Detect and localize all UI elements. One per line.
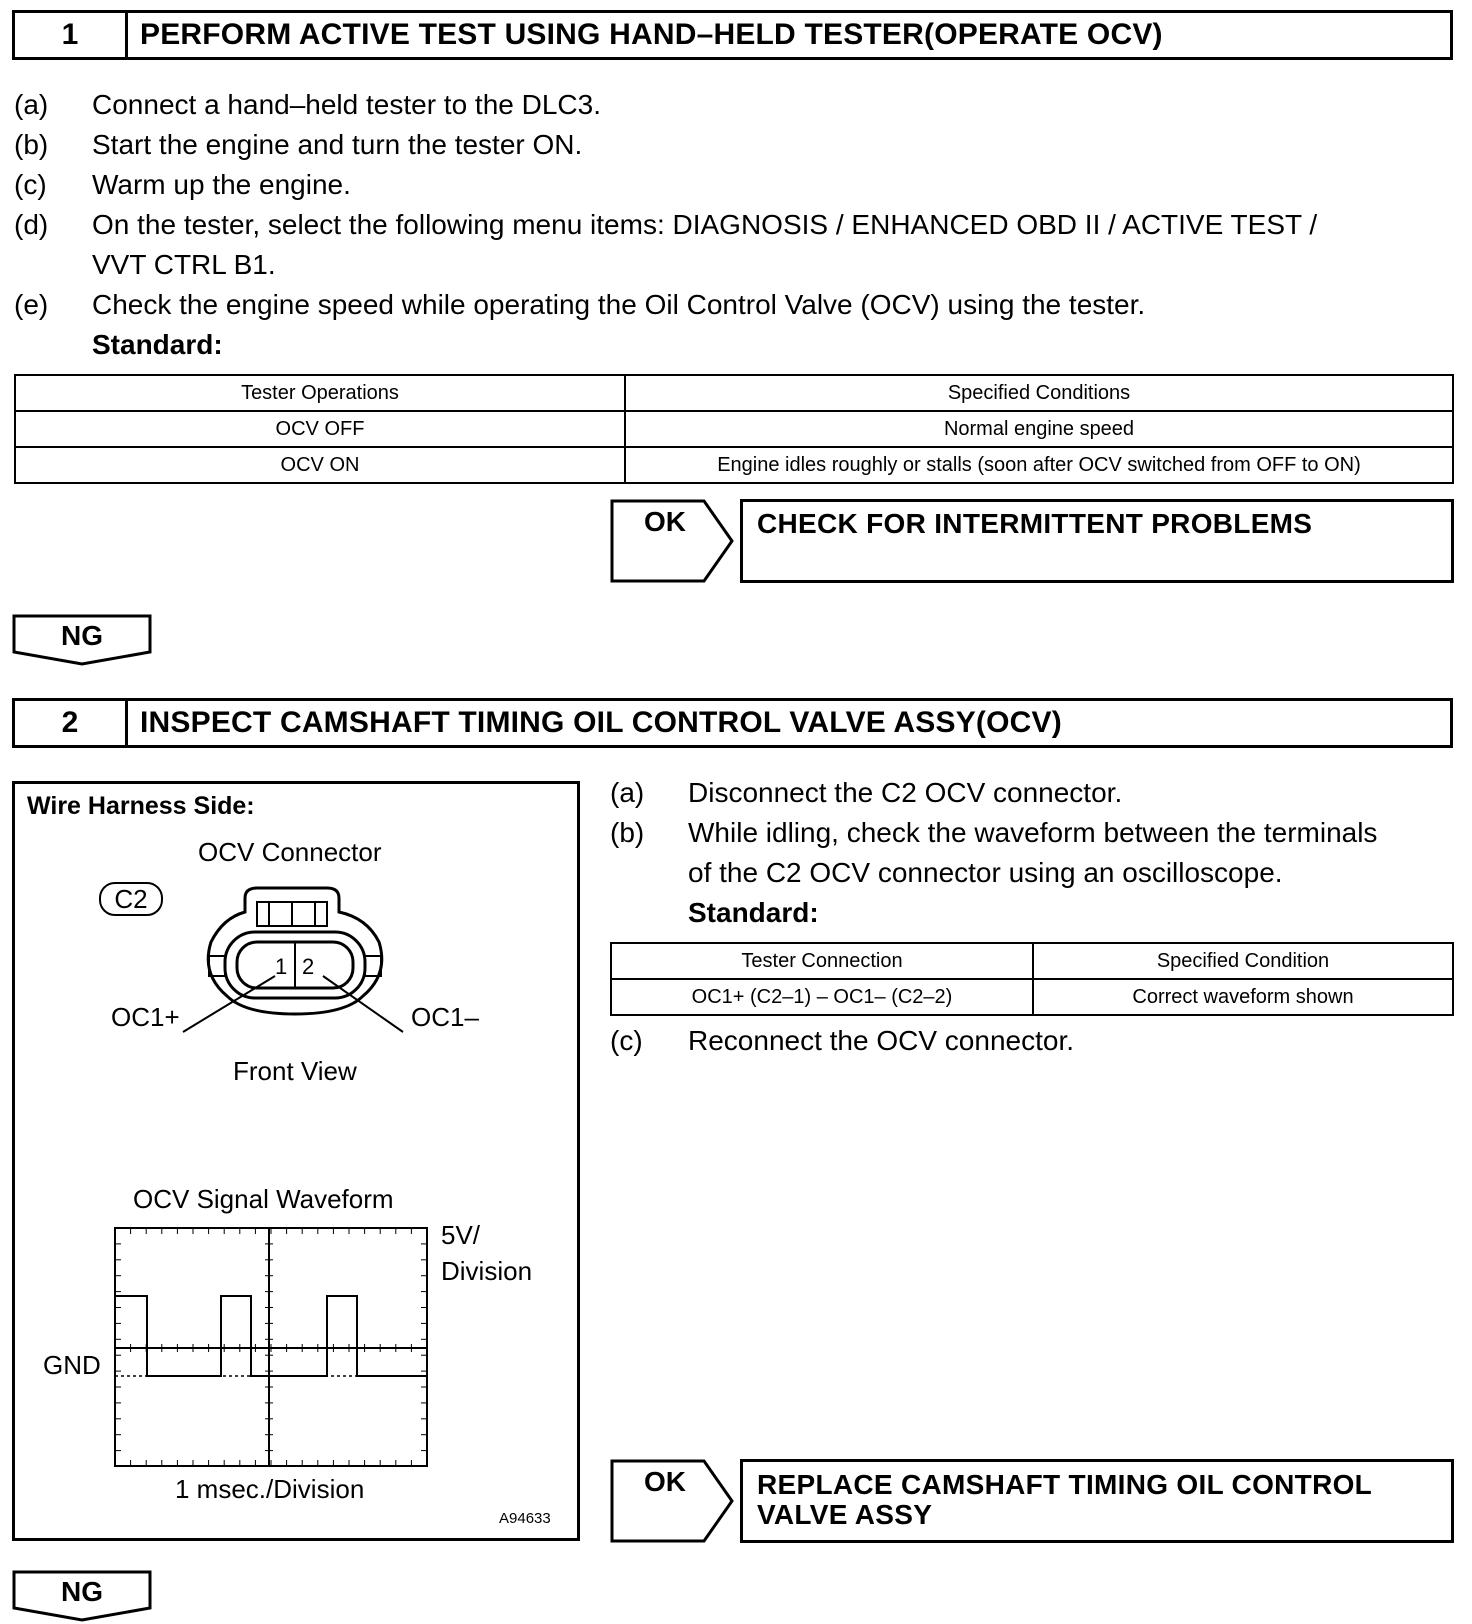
ok-label: OK <box>644 1466 686 1497</box>
ok-label: OK <box>644 506 686 537</box>
gnd-label: GND <box>43 1350 101 1380</box>
wire-harness-figure <box>12 781 580 1541</box>
ok-result-text: VALVE ASSY <box>757 1499 933 1530</box>
table-row <box>611 979 1453 1015</box>
table-header: Specified Condition <box>1033 943 1453 979</box>
time-division-label: 1 msec./Division <box>175 1474 365 1504</box>
standard-label: Standard: <box>92 329 223 360</box>
terminal-oc1-plus: OC1+ <box>111 1002 180 1032</box>
ng-label: NG <box>61 620 103 651</box>
step-2-header <box>12 698 1453 748</box>
ok-result-text: REPLACE CAMSHAFT TIMING OIL CONTROL <box>757 1469 1373 1500</box>
item-label: (b) <box>14 129 49 160</box>
item-label: (b) <box>610 817 645 848</box>
table-cell: Correct waveform shown <box>1033 979 1453 1015</box>
item-text: Start the engine and turn the tester ON. <box>92 129 583 160</box>
table-header: Specified Conditions <box>625 375 1453 411</box>
step-number: 2 <box>15 701 128 745</box>
table-cell: Engine idles roughly or stalls (soon after OCV switched from OFF to ON) <box>625 447 1453 483</box>
terminal-oc1-minus: OC1– <box>411 1002 479 1032</box>
item-text: Reconnect the OCV connector. <box>688 1025 1074 1056</box>
step-number: 1 <box>15 13 128 57</box>
volt-division-1: 5V/ <box>441 1220 481 1250</box>
item-label: (a) <box>14 89 49 120</box>
table-header-row <box>15 375 1453 411</box>
item-label: (d) <box>14 209 49 240</box>
ng-label: NG <box>61 1576 103 1607</box>
table-cell: OCV ON <box>15 447 625 483</box>
item-label: (c) <box>14 169 47 200</box>
ok-result-box <box>740 499 1454 583</box>
item-text: Warm up the engine. <box>92 169 351 200</box>
step-title: INSPECT CAMSHAFT TIMING OIL CONTROL VALVE ASSY(OCV) <box>140 706 1062 739</box>
waveform-title: OCV Signal Waveform <box>133 1184 394 1214</box>
item-label: (e) <box>14 289 49 320</box>
table-row <box>15 411 1453 447</box>
table-cell: OCV OFF <box>15 411 625 447</box>
ok-result-text: CHECK FOR INTERMITTENT PROBLEMS <box>757 508 1313 539</box>
step-1-spec-table <box>14 374 1454 484</box>
volt-division-2: Division <box>441 1256 533 1286</box>
item-text: Disconnect the C2 OCV connector. <box>688 777 1123 808</box>
pin-1-label: 1 <box>275 954 288 979</box>
table-cell: OC1+ (C2–1) – OC1– (C2–2) <box>611 979 1033 1015</box>
standard-label: Standard: <box>688 897 819 928</box>
ok-result-box <box>740 1459 1454 1543</box>
figure-id: A94633 <box>499 1510 551 1527</box>
connector-title: OCV Connector <box>198 837 382 867</box>
table-header-row <box>611 943 1453 979</box>
front-view-label: Front View <box>233 1056 357 1086</box>
table-header: Tester Operations <box>15 375 625 411</box>
table-row <box>15 447 1453 483</box>
item-text: Check the engine speed while operating the Oil Control Valve (OCV) using the tester. <box>92 289 1146 320</box>
pin-2-label: 2 <box>302 954 315 979</box>
item-text: of the C2 OCV connector using an oscilloscope. <box>688 857 1283 888</box>
step-1-header <box>12 10 1453 60</box>
connector-code-badge: C2 <box>99 882 163 916</box>
item-text: Connect a hand–held tester to the DLC3. <box>92 89 602 120</box>
item-text: On the tester, select the following menu items: DIAGNOSIS / ENHANCED OBD II / ACTIVE TEST / <box>92 209 1318 240</box>
step-2-spec-table <box>610 942 1454 1016</box>
table-header: Tester Connection <box>611 943 1033 979</box>
figure-heading: Wire Harness Side: <box>27 792 255 820</box>
item-text: VVT CTRL B1. <box>92 249 276 280</box>
step-title: PERFORM ACTIVE TEST USING HAND–HELD TESTER(OPERATE OCV) <box>140 18 1163 51</box>
item-label: (c) <box>610 1025 643 1056</box>
oscilloscope-waveform <box>113 1226 431 1470</box>
terminal-leader-lines <box>175 954 425 1044</box>
item-text: While idling, check the waveform between the terminals <box>688 817 1378 848</box>
item-label: (a) <box>610 777 645 808</box>
table-cell: Normal engine speed <box>625 411 1453 447</box>
